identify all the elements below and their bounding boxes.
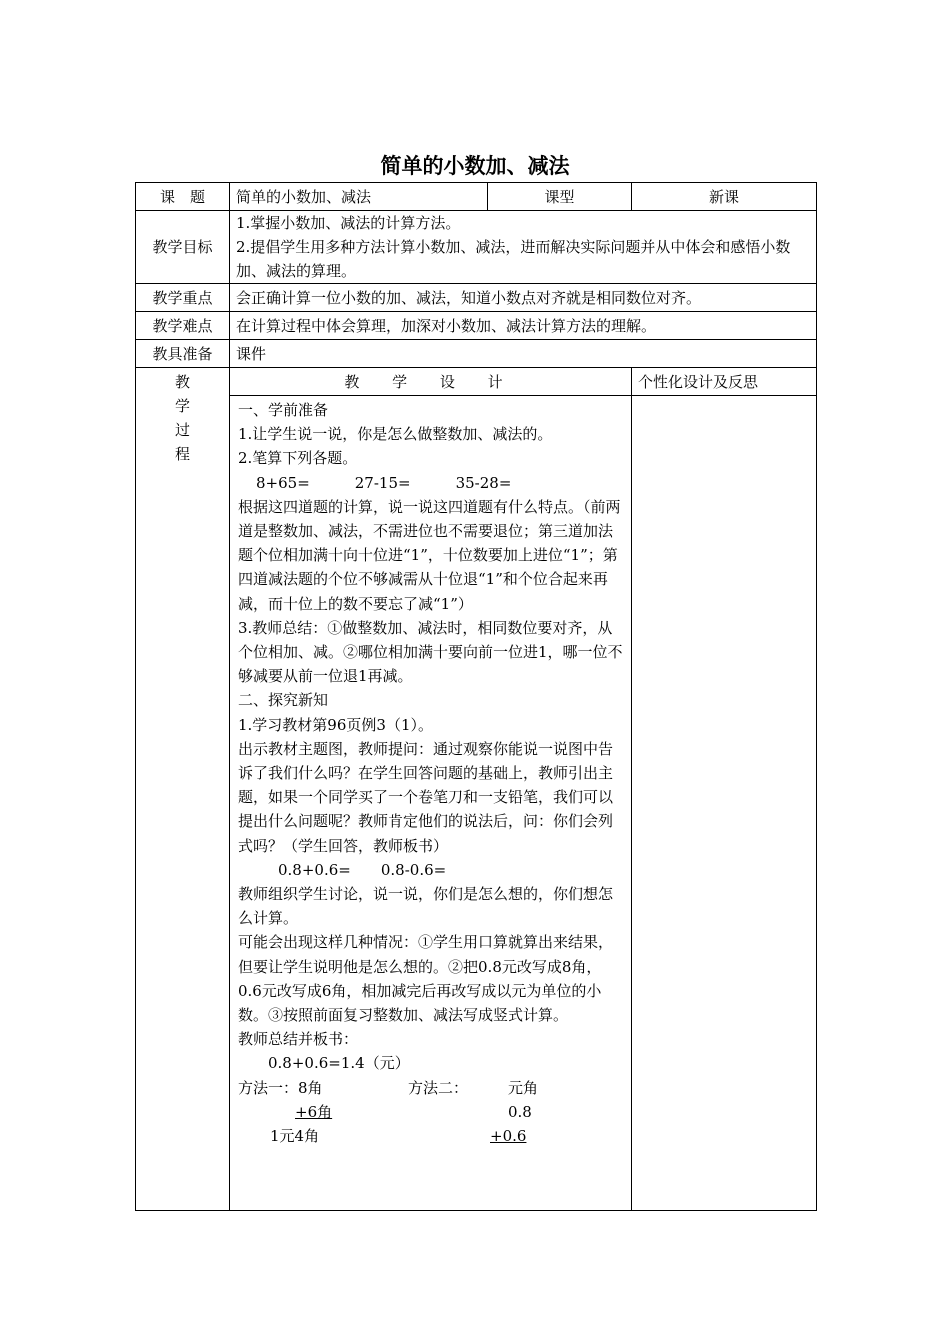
section-heading: 二、探究新知 bbox=[238, 691, 329, 710]
difficult-value: 在计算过程中体会算理，加深对小数加、减法计算方法的理解。 bbox=[230, 312, 817, 340]
formula-line: 0.8+0.6= 0.8-0.6= bbox=[278, 860, 447, 879]
tools-value: 课件 bbox=[230, 340, 817, 368]
section-heading: 一、学前准备 bbox=[238, 401, 329, 419]
page-title: 简单的小数加、减法 bbox=[380, 154, 570, 178]
paragraph: 1.学习教材第96页例3（1）。 bbox=[238, 715, 433, 734]
difficult-label: 教学难点 bbox=[136, 312, 230, 340]
type-label: 课型 bbox=[488, 183, 632, 211]
topic-label: 课 题 bbox=[136, 183, 230, 211]
row-goals bbox=[136, 211, 817, 284]
goal-2: 2.提倡学生用多种方法计算小数加、减法，进而解决实际问题并从中体会和感悟小数加、减法的算理。 bbox=[236, 238, 791, 280]
method2-a: 0.8 bbox=[508, 1102, 532, 1121]
method2-header: 元角 bbox=[508, 1078, 539, 1097]
method2-label: 方法二： bbox=[408, 1078, 469, 1097]
paragraph: 3.教师总结：①做整数加、减法时，相同数位要对齐，从个位相加、减。②哪位相加满十要向前一位进1，哪一位不够减要从前一位退1再减。 bbox=[238, 618, 623, 686]
paragraph: 2.笔算下列各题。 bbox=[238, 449, 358, 468]
key-value: 会正确计算一位小数的加、减法，知道小数点对齐就是相同数位对齐。 bbox=[230, 284, 817, 312]
goals-content bbox=[230, 211, 817, 284]
topic-value: 简单的小数加、减法 bbox=[230, 183, 488, 211]
process-label: 教 学 过 程 bbox=[136, 368, 230, 1211]
paragraph: 教师总结并板书： bbox=[238, 1030, 359, 1049]
method1-add: +6角 bbox=[295, 1102, 333, 1121]
row-tools bbox=[136, 340, 817, 368]
method1-label: 方法一：8角 bbox=[238, 1078, 323, 1097]
type-value: 新课 bbox=[632, 183, 817, 211]
key-label: 教学重点 bbox=[136, 284, 230, 312]
row-difficult bbox=[136, 312, 817, 340]
tools-label: 教具准备 bbox=[136, 340, 230, 368]
row-process-header bbox=[136, 368, 817, 396]
lesson-plan-table bbox=[135, 182, 817, 1211]
goals-label: 教学目标 bbox=[136, 211, 230, 284]
paragraph: 可能会出现这样几种情况：①学生用口算就算出来结果，但要让学生说明他是怎么想的。②把0.8元改写成8角，0.6元改写成6角，相加减完后再改写成以元为单位的小数。③按照前面复习整数加、减法写成竖式计算。 bbox=[238, 933, 614, 1025]
paragraph: 1.让学生说一说，你是怎么做整数加、减法的。 bbox=[238, 425, 553, 444]
paragraph: 教师组织学生讨论，说一说，你们是怎么想的，你们想怎么计算。 bbox=[238, 885, 614, 928]
paragraph: 根据这四道题的计算，说一说这四道题有什么特点。（前两道是整数加、减法，不需进位也不需要退位；第三道加法题个位相加满十向十位进“1”，十位数要加上进位“1”；第四道减法题的个位不够减需从十位退“1”和个位合起来再减，而十位上的数不要忘了减“1”） bbox=[238, 497, 621, 613]
formula-line: 0.8+0.6=1.4（元） bbox=[268, 1054, 410, 1073]
goal-1: 1.掌握小数加、减法的计算方法。 bbox=[236, 214, 461, 232]
row-key bbox=[136, 284, 817, 312]
design-header: 教 学 设 计 bbox=[230, 368, 632, 396]
exercise-line: 8+65= 27-15= 35-28= bbox=[256, 473, 512, 492]
methods-block bbox=[238, 1076, 625, 1148]
row-process-content bbox=[136, 396, 817, 1211]
reflect-header: 个性化设计及反思 bbox=[632, 368, 817, 396]
paragraph: 出示教材主题图，教师提问：通过观察你能说一说图中告诉了我们什么吗？在学生回答问题的基础上，教师引出主题，如果一个同学买了一个卷笔刀和一支铅笔，我们可以提出什么问题呢？教师肯定他们的说法后，问：你们会列式吗？（学生回答，教师板书） bbox=[238, 739, 614, 855]
row-topic bbox=[136, 183, 817, 211]
method1-result: 1元4角 bbox=[270, 1126, 320, 1145]
design-content bbox=[230, 396, 632, 1211]
reflect-content bbox=[632, 396, 817, 1211]
method2-b: +0.6 bbox=[490, 1126, 527, 1145]
